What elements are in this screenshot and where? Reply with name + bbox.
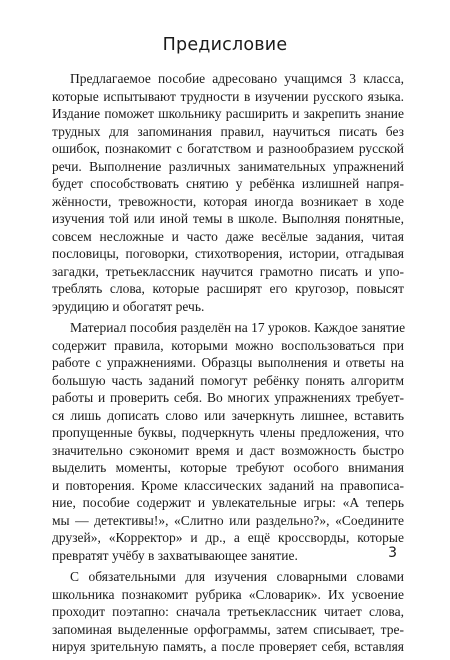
text-line: друзей», «Корректор» и др., а ещё кроссворды, которые	[52, 530, 404, 545]
text-line: запоминая выделенные орфограммы, затем списывает, тре-	[52, 621, 404, 637]
text-line: выделить моменты, которые требуют особого внимания	[52, 460, 404, 475]
page-title: Предисловие	[162, 35, 288, 55]
text-line: ошибок, познакомит с богатством и разнообразием русской	[52, 141, 404, 156]
text-line: совсем несложные и часто даже весёлые задания, читая	[52, 228, 404, 244]
text-line: речи. Выполнение различных занимательных упражнений	[52, 158, 404, 174]
text-line: значительно сэкономит время и даст возможность быстро	[52, 442, 404, 458]
text-line: жённости, тревожности, которая иногда возникает в ходе	[52, 193, 404, 209]
text-line: нируя зрительную память, а после проверяет себя, вставляя	[52, 639, 404, 654]
text-line: С обязательными для изучения словарными словами	[70, 569, 404, 584]
text-line: изучения той или иной темы в школе. Выполняя понятные,	[52, 211, 404, 226]
text-line: трудных для запоминания правил, научиться писать без	[52, 123, 404, 139]
text-line: загадки, третьеклассник научится грамотно писать и упо-	[52, 263, 404, 279]
text-line: работе с упражнениями. Образцы выполнения и ответы на	[52, 355, 404, 370]
text-line: мы — детективы!», «Слитно или раздельно?», «Соедините	[52, 512, 404, 528]
text-line: проходит поэтапно: сначала третьеклассник читает слова,	[52, 604, 404, 619]
text-line: эрудицию и обогатят речь.	[52, 298, 205, 314]
text-line: треблять слова, которые расширят его кругозор, повысят	[52, 281, 404, 296]
text-line: и повторения. Кроме классических заданий на правописа-	[52, 477, 404, 493]
text-line: Материал пособия разделён на 17 уроков. Каждое занятие	[70, 320, 406, 335]
text-line: которые испытывают трудности в изучении русского языка.	[52, 88, 404, 104]
text-line: Предлагаемое пособие адресовано учащимся 3 класса,	[70, 71, 404, 86]
text-line: школьника познакомит рубрика «Словарик». Их усвоение	[52, 586, 404, 602]
paragraph	[52, 70, 404, 315]
text-line: работы и проверить себя. Во многих упражнениях требует-	[52, 390, 404, 405]
body-text	[52, 70, 404, 660]
text-line: будет способствовать снятию у ребёнка излишней напря-	[52, 176, 404, 191]
paragraph	[52, 568, 404, 656]
text-line: превратят учёбу в захватывающее занятие.	[52, 547, 298, 563]
text-line: большую часть заданий помогут ребёнку понять алгоритм	[52, 372, 404, 388]
text-line: содержит правила, которыми можно воспользоваться при	[52, 337, 404, 353]
text-line: Издание поможет школьнику расширить и закрепить знание	[52, 106, 404, 121]
text-line: пропущенные буквы, подчеркнуть члены предложения, что	[52, 425, 404, 440]
paragraph	[52, 319, 404, 564]
text-line: ние, пособие содержит и увлекательные игры: «А теперь	[52, 495, 404, 510]
text-line: пословицы, поговорки, стихотворения, истории, отгадывая	[52, 246, 404, 261]
text-line: ся лишь дописать слово или зачеркнуть лишнее, вставить	[52, 407, 404, 423]
page-number: 3	[388, 545, 397, 561]
